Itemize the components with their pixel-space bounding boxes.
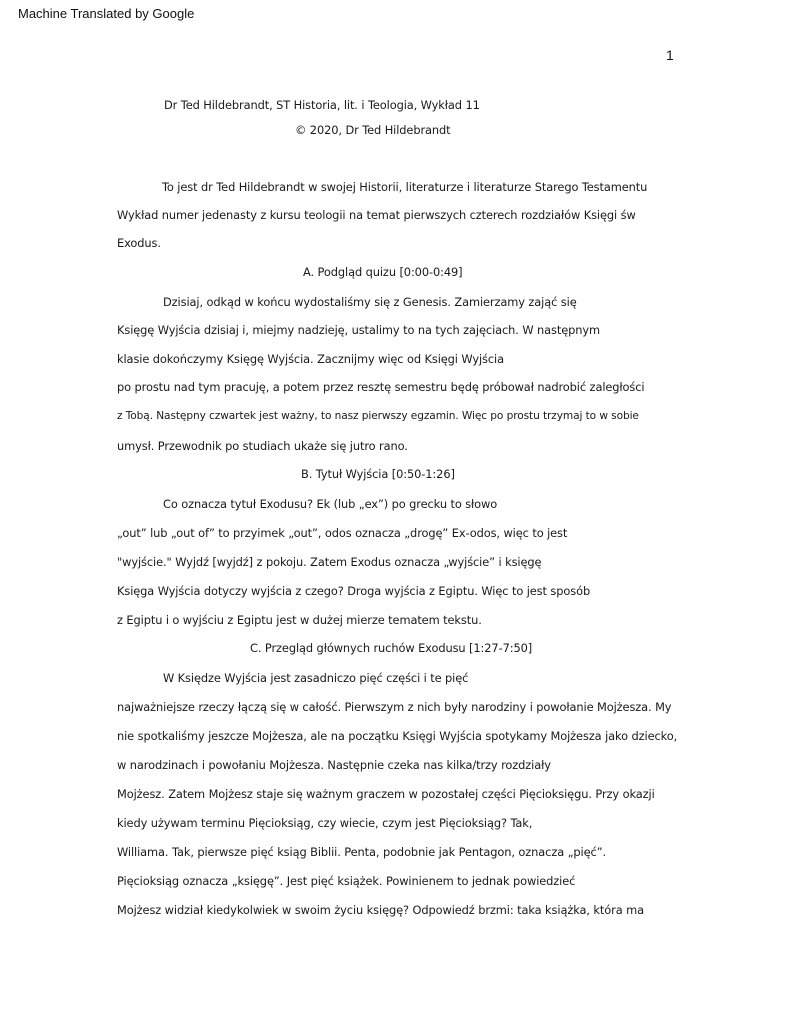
paragraph-line: kiedy używam terminu Pięcioksiąg, czy wiecie, czym jest Pięcioksiąg? Tak, (117, 816, 533, 830)
paragraph-line: Williama. Tak, pierwsze pięć ksiąg Biblii. Penta, podobnie jak Pentagon, oznacza „pięć”. (117, 845, 607, 859)
paragraph-line: Exodus. (117, 236, 161, 250)
paragraph-line: To jest dr Ted Hildebrandt w swojej Historii, literaturze i literaturze Starego Testamentu (162, 180, 648, 194)
section-c-heading: C. Przegląd głównych ruchów Exodusu [1:27-7:50] (250, 641, 533, 655)
paragraph-line: Księgę Wyjścia dzisiaj i, miejmy nadzieję, ustalimy to na tych zajęciach. W następnym (117, 323, 601, 337)
paragraph-line: po prostu nad tym pracuję, a potem przez resztę semestru będę próbował nadrobić zaległości (117, 380, 645, 394)
paragraph-line: „out” lub „out of” to przyimek „out”, odos oznacza „drogę” Ex-odos, więc to jest (117, 526, 568, 540)
section-b-heading: B. Tytuł Wyjścia [0:50-1:26] (301, 467, 455, 481)
paragraph-line: nie spotkaliśmy jeszcze Mojżesza, ale na początku Księgi Wyjścia spotykamy Mojżesza jako dziecko, (117, 729, 678, 743)
paragraph-line: Pięcioksiąg oznacza „księgę”. Jest pięć książek. Powinienem to jednak powiedzieć (117, 874, 576, 888)
machine-translation-banner: Machine Translated by Google (18, 6, 195, 21)
paragraph-line: Wykład numer jedenasty z kursu teologii na temat pierwszych czterech rozdziałów Księgi św (117, 208, 636, 222)
paragraph-line: w narodzinach i powołaniu Mojżesza. Następnie czeka nas kilka/trzy rozdziały (117, 758, 551, 772)
lecture-title: Dr Ted Hildebrandt, ST Historia, lit. i Teologia, Wykład 11 (164, 98, 480, 112)
paragraph-line: Co oznacza tytuł Exodusu? Ek (lub „ex”) po grecku to słowo (163, 497, 498, 511)
paragraph-line: Mojżesz. Zatem Mojżesz staje się ważnym graczem w pozostałej części Pięcioksięgu. Przy okazji (117, 787, 655, 801)
paragraph-line: najważniejsze rzeczy łączą się w całość. Pierwszym z nich były narodziny i powołanie Mojżesza. My (117, 700, 672, 714)
paragraph-line: W Księdze Wyjścia jest zasadniczo pięć części i te pięć (163, 671, 469, 685)
paragraph-line: umysł. Przewodnik po studiach ukaże się jutro rano. (117, 439, 408, 453)
paragraph-line: z Tobą. Następny czwartek jest ważny, to nasz pierwszy egzamin. Więc po prostu trzymaj to w sobie (117, 410, 639, 422)
paragraph-line: klasie dokończymy Księgę Wyjścia. Zacznijmy więc od Księgi Wyjścia (117, 352, 504, 366)
paragraph-line: Księga Wyjścia dotyczy wyjścia z czego? Droga wyjścia z Egiptu. Więc to jest sposób (117, 584, 591, 598)
copyright-line: © 2020, Dr Ted Hildebrandt (295, 123, 451, 137)
page-number: 1 (666, 47, 674, 63)
paragraph-line: Dzisiaj, odkąd w końcu wydostaliśmy się z Genesis. Zamierzamy zająć się (163, 295, 577, 309)
section-a-heading: A. Podgląd quizu [0:00-0:49] (303, 265, 463, 279)
paragraph-line: z Egiptu i o wyjściu z Egiptu jest w dużej mierze tematem tekstu. (117, 613, 482, 627)
paragraph-line: Mojżesz widział kiedykolwiek w swoim życiu księgę? Odpowiedź brzmi: taka książka, która ma (117, 903, 645, 917)
paragraph-line: "wyjście." Wyjdź [wyjdź] z pokoju. Zatem Exodus oznacza „wyjście” i księgę (117, 555, 542, 569)
